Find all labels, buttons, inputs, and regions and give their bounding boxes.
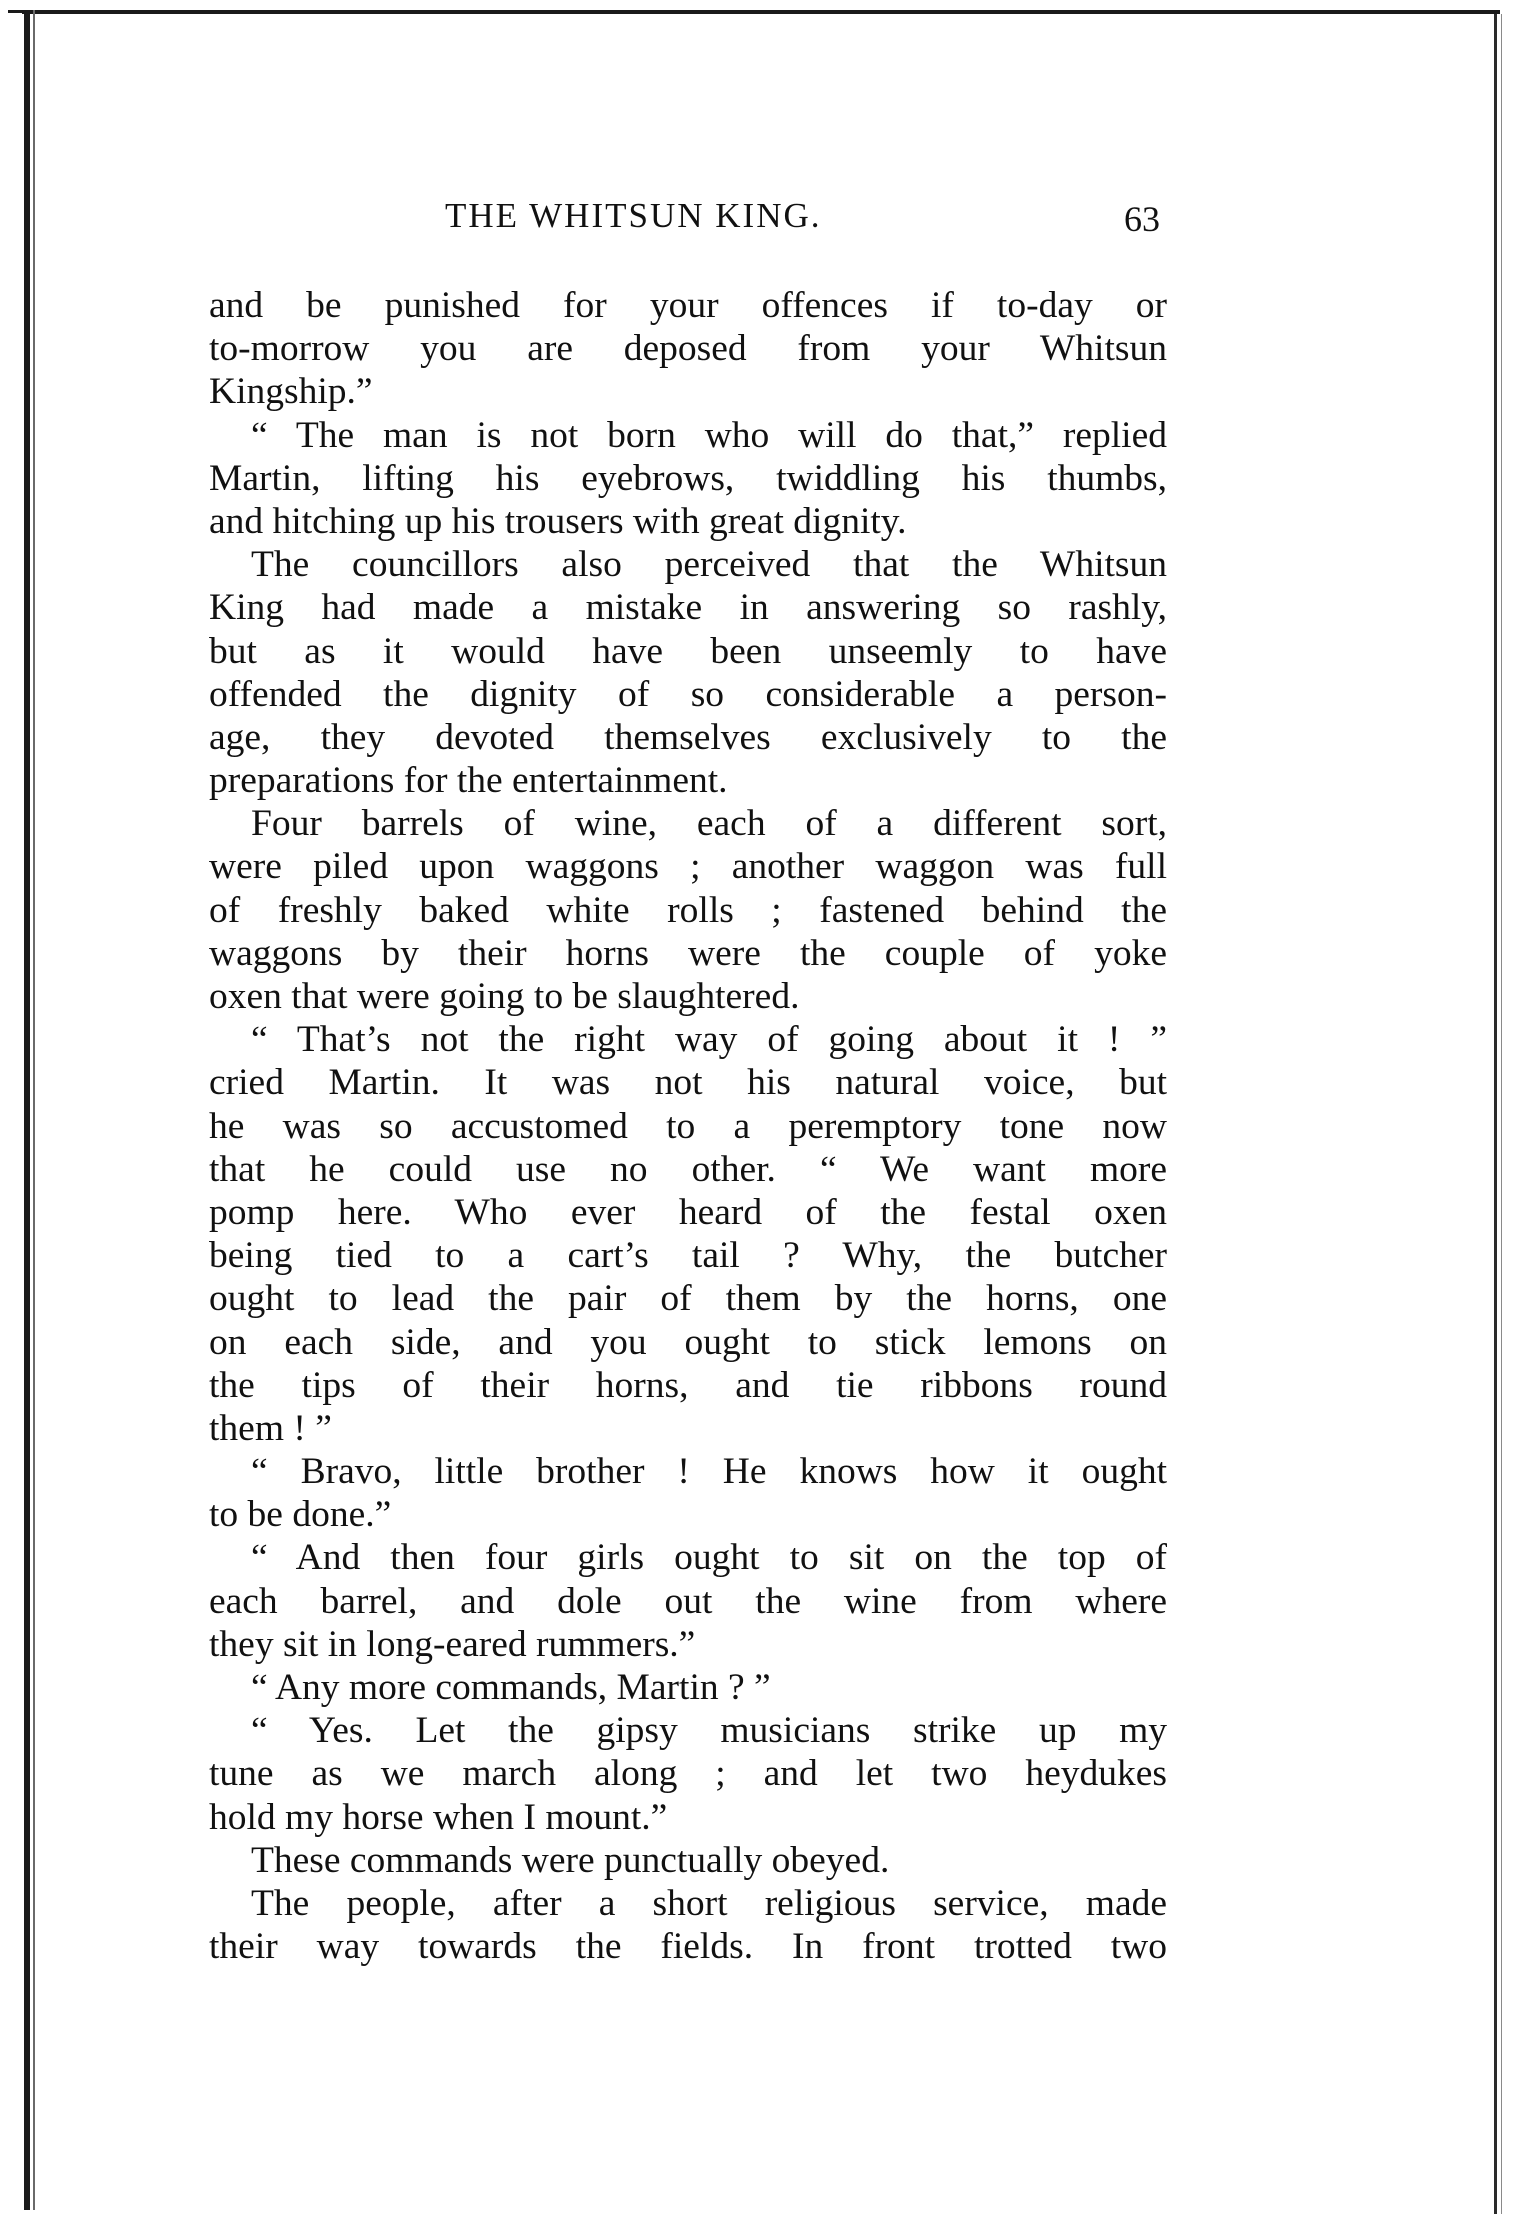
text-line: The people, after a short religious service, made bbox=[251, 1882, 1167, 1924]
text-line: cried Martin. It was not his natural voice, but bbox=[209, 1062, 1167, 1104]
text-line: their way towards the fields. In front trotted two bbox=[209, 1926, 1167, 1968]
text-line: age, they devoted themselves exclusively to the bbox=[209, 716, 1167, 758]
body-text bbox=[209, 284, 1167, 1968]
scan-edge-right bbox=[1494, 14, 1497, 2214]
text-line: ought to lead the pair of them by the horns, one bbox=[209, 1278, 1167, 1320]
text-line: to-morrow you are deposed from your Whitsun bbox=[209, 328, 1167, 370]
page-number: 63 bbox=[1124, 199, 1160, 239]
text-line: offended the dignity of so considerable a person- bbox=[209, 673, 1167, 715]
text-line: being tied to a cart’s tail ? Why, the butcher bbox=[209, 1235, 1167, 1277]
text-line: “ And then four girls ought to sit on the top of bbox=[251, 1537, 1167, 1579]
scan-edge-left bbox=[24, 10, 30, 2210]
text-line: waggons by their horns were the couple of yoke bbox=[209, 932, 1167, 974]
text-line: but as it would have been unseemly to have bbox=[209, 630, 1167, 672]
scan-edge-top bbox=[22, 10, 1500, 14]
text-line: Four barrels of wine, each of a different sort, bbox=[251, 803, 1167, 845]
text-line: “ The man is not born who will do that,” replied bbox=[251, 414, 1167, 456]
text-line: oxen that were going to be slaughtered. bbox=[209, 976, 800, 1017]
text-line: on each side, and you ought to stick lemons on bbox=[209, 1321, 1167, 1363]
text-line: preparations for the entertainment. bbox=[209, 760, 728, 802]
text-line: to be done.” bbox=[209, 1494, 392, 1536]
scan-edge-left-inner bbox=[33, 10, 35, 2210]
text-line: “ That’s not the right way of going about it ! ” bbox=[251, 1019, 1167, 1061]
text-line: Kingship.” bbox=[209, 371, 373, 413]
text-line: that he could use no other. “ We want more bbox=[209, 1148, 1167, 1190]
text-line: them ! ” bbox=[209, 1407, 332, 1449]
text-line: and hitching up his trousers with great dignity. bbox=[209, 500, 907, 542]
text-line: “ Any more commands, Martin ? ” bbox=[251, 1667, 771, 1708]
text-line: each barrel, and dole out the wine from where bbox=[209, 1580, 1167, 1622]
text-line: and be punished for your offences if to-day or bbox=[209, 285, 1167, 326]
running-head bbox=[210, 196, 1160, 242]
text-line: hold my horse when I mount.” bbox=[209, 1796, 668, 1838]
text-line: pomp here. Who ever heard of the festal oxen bbox=[209, 1191, 1167, 1233]
text-line: King had made a mistake in answering so rashly, bbox=[209, 587, 1167, 629]
scan-edge-right-inner bbox=[1501, 14, 1502, 2214]
text-line: “ Bravo, little brother ! He knows how it ought bbox=[251, 1451, 1167, 1493]
text-line: “ Yes. Let the gipsy musicians strike up my bbox=[251, 1710, 1167, 1752]
text-line: he was so accustomed to a peremptory tone now bbox=[209, 1105, 1167, 1147]
text-line: Martin, lifting his eyebrows, twiddling his thumbs, bbox=[209, 457, 1167, 499]
text-line: were piled upon waggons ; another waggon was full bbox=[209, 846, 1167, 888]
text-line: tune as we march along ; and let two heydukes bbox=[209, 1753, 1167, 1795]
text-line: the tips of their horns, and tie ribbons round bbox=[209, 1364, 1167, 1406]
text-line: of freshly baked white rolls ; fastened behind the bbox=[209, 889, 1167, 931]
text-line: they sit in long-eared rummers.” bbox=[209, 1623, 696, 1665]
text-line: The councillors also perceived that the Whitsun bbox=[251, 544, 1167, 586]
text-line: These commands were punctually obeyed. bbox=[251, 1839, 890, 1881]
running-title: THE WHITSUN KING. bbox=[445, 196, 822, 235]
